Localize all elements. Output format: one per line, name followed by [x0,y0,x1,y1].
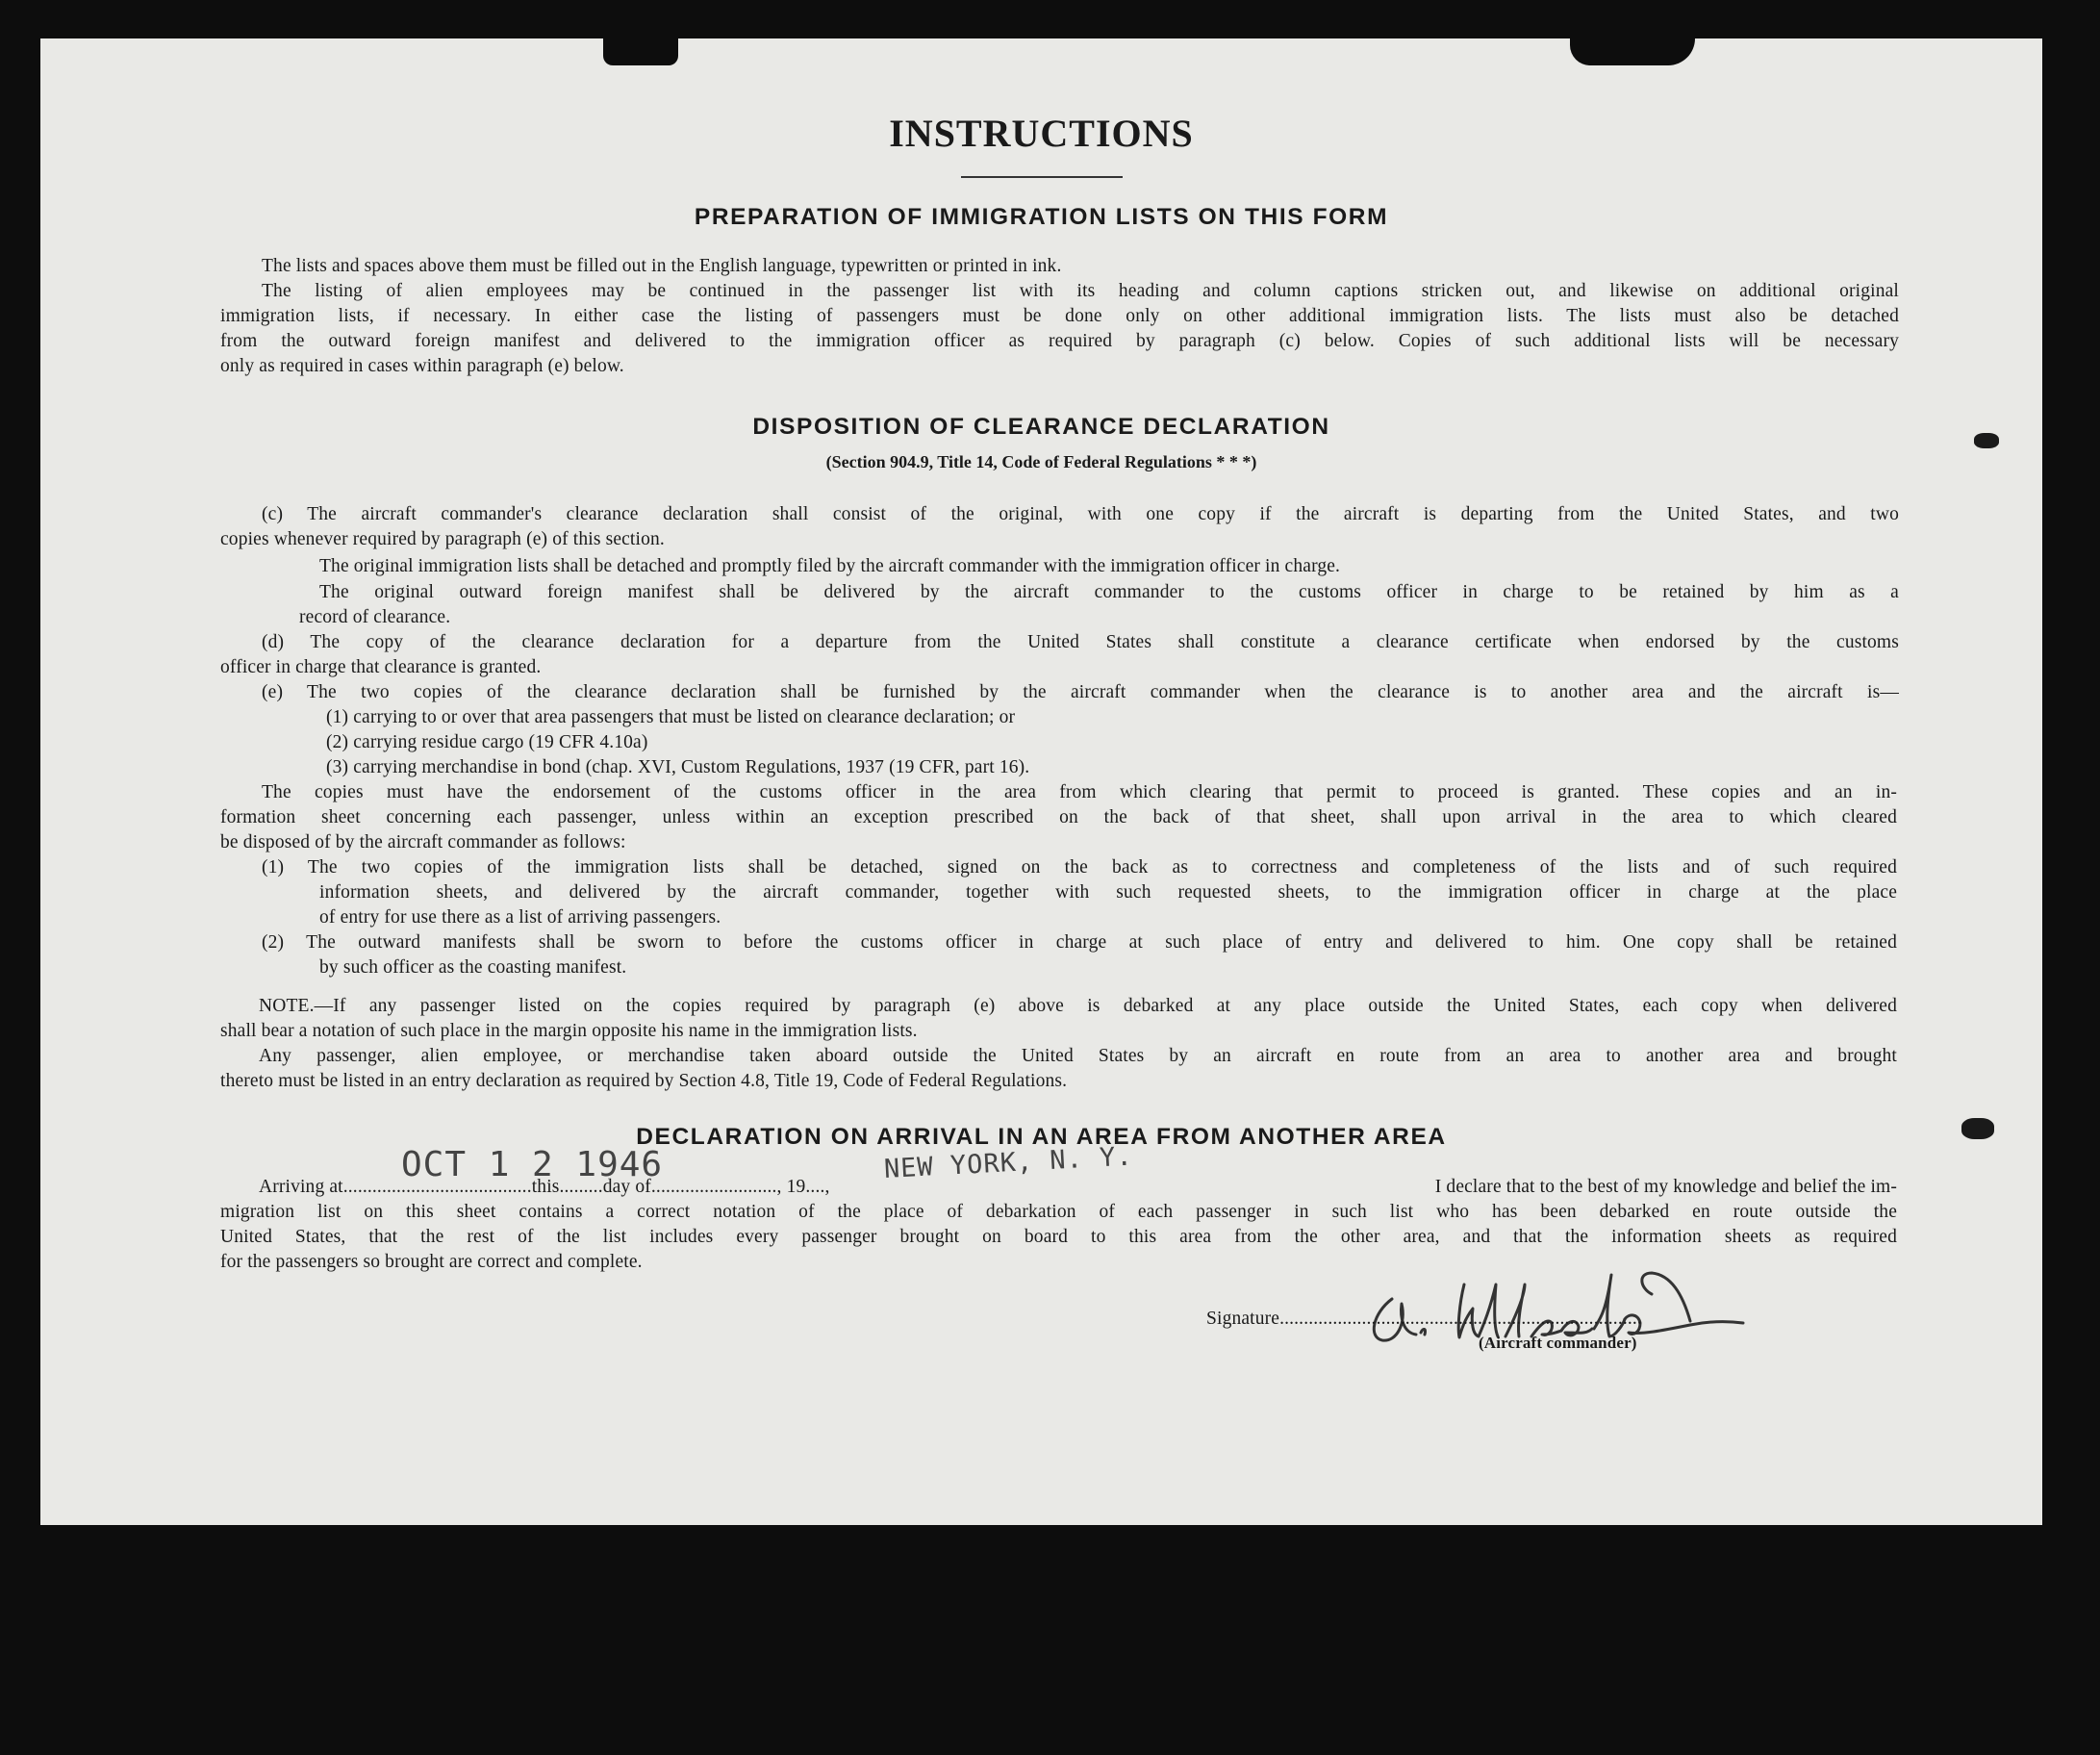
declaration-text-start: I declare that to the best of my knowledge and belief the im- [1434,1177,1897,1197]
text-line: be disposed of by the aircraft commander as follows: [220,832,626,852]
section-heading-declaration: DECLARATION ON ARRIVAL IN AN AREA FROM ANOTHER AREA [636,1124,1447,1150]
document-sheet [40,38,2042,1525]
title-divider [961,176,1123,178]
paper-tear [603,38,678,65]
text-line: The listing of alien employees may be continued in the passenger list with its heading and column captions stricken out, and likewise on additional original [262,281,1899,301]
text-line: (c) The aircraft commander's clearance declaration shall consist of the original, with one copy if the aircraft is departing from the United States, and two [262,504,1899,524]
text-line: (e) The two copies of the clearance declaration shall be furnished by the aircraft commander when the clearance is to another area and the aircraft is— [262,682,1899,702]
ink-smudge [1961,1118,1994,1139]
text-line: The copies must have the endorsement of the customs officer in the area from which clearing that permit to proceed is granted. These copies and an in- [262,782,1897,802]
text-line: (d) The copy of the clearance declaration for a departure from the United States shall constitute a clearance certificate when endorsed by the customs [262,632,1899,652]
signature-line: Signature........................................................................... [1206,1309,1642,1329]
text-line: United States, that the rest of the list includes every passenger brought on board to this area from the other area, and that the information sheets as required [220,1227,1897,1247]
signature-caption: (Aircraft commander) [1479,1334,1637,1352]
stamp-place: NEW YORK, N. Y. [883,1141,1134,1184]
text-line: (1) carrying to or over that area passengers that must be listed on clearance declaration; or [326,707,1016,727]
text-line: shall bear a notation of such place in the margin opposite his name in the immigration lists. [220,1021,918,1041]
text-line: by such officer as the coasting manifest. [319,957,627,978]
text-line: The original immigration lists shall be detached and promptly filed by the aircraft commander with the immigration officer in charge. [319,556,1341,576]
text-line: from the outward foreign manifest and delivered to the immigration officer as required by paragraph (c) below. Copies of such additional lists will be necessary [220,331,1899,351]
text-line: Any passenger, alien employee, or merchandise taken aboard outside the United States by an aircraft en route from an area to another area and brought [259,1046,1897,1066]
arriving-line-fields: Arriving at.......................................this.........day of.........................., 19...., [259,1177,830,1197]
section-heading-disposition: DISPOSITION OF CLEARANCE DECLARATION [752,414,1330,440]
text-line: (3) carrying merchandise in bond (chap. XVI, Custom Regulations, 1937 (19 CFR, part 16). [326,757,1030,777]
text-line: immigration lists, if necessary. In either case the listing of passengers must be done only on other additional immigration lists. The lists must also be detached [220,306,1899,326]
text-line: thereto must be listed in an entry declaration as required by Section 4.8, Title 19, Code of Federal Regulations. [220,1071,1068,1091]
page-title: INSTRUCTIONS [889,112,1194,155]
stamp-date: OCT 1 2 1946 [401,1145,664,1184]
text-line: copies whenever required by paragraph (e) of this section. [220,529,665,549]
text-line: (1) The two copies of the immigration lists shall be detached, signed on the back as to correctness and completeness of the lists and of such required [262,857,1897,878]
section-heading-preparation: PREPARATION OF IMMIGRATION LISTS ON THIS FORM [694,204,1389,230]
text-line: The original outward foreign manifest shall be delivered by the aircraft commander to the customs officer in charge to be retained by him as a [319,582,1899,602]
paper-tear [1570,38,1695,65]
text-line: of entry for use there as a list of arriving passengers. [319,907,721,928]
text-line: officer in charge that clearance is granted. [220,657,542,677]
ink-smudge [1974,433,1999,448]
regulation-citation: (Section 904.9, Title 14, Code of Federal Regulations * * *) [825,452,1257,471]
text-line: The lists and spaces above them must be filled out in the English language, typewritten or printed in ink. [262,256,1062,276]
text-line: for the passengers so brought are correct and complete. [220,1252,643,1272]
text-line: migration list on this sheet contains a correct notation of the place of debarkation of each passenger in such list who has been debarked en route outside the [220,1202,1897,1222]
text-line: (2) The outward manifests shall be sworn to before the customs officer in charge at such place of entry and delivered to him. One copy shall be retained [262,932,1897,953]
text-line: formation sheet concerning each passenger, unless within an exception prescribed on the back of that sheet, shall upon arrival in the area to which cleared [220,807,1897,827]
text-line: only as required in cases within paragraph (e) below. [220,356,624,376]
text-line: (2) carrying residue cargo (19 CFR 4.10a) [326,732,648,752]
text-line: NOTE.—If any passenger listed on the copies required by paragraph (e) above is debarked at any place outside the United States, each copy when delivered [259,996,1897,1016]
text-line: information sheets, and delivered by the aircraft commander, together with such requested sheets, to the immigration officer in charge at the place [319,882,1897,903]
text-line: record of clearance. [299,607,451,627]
